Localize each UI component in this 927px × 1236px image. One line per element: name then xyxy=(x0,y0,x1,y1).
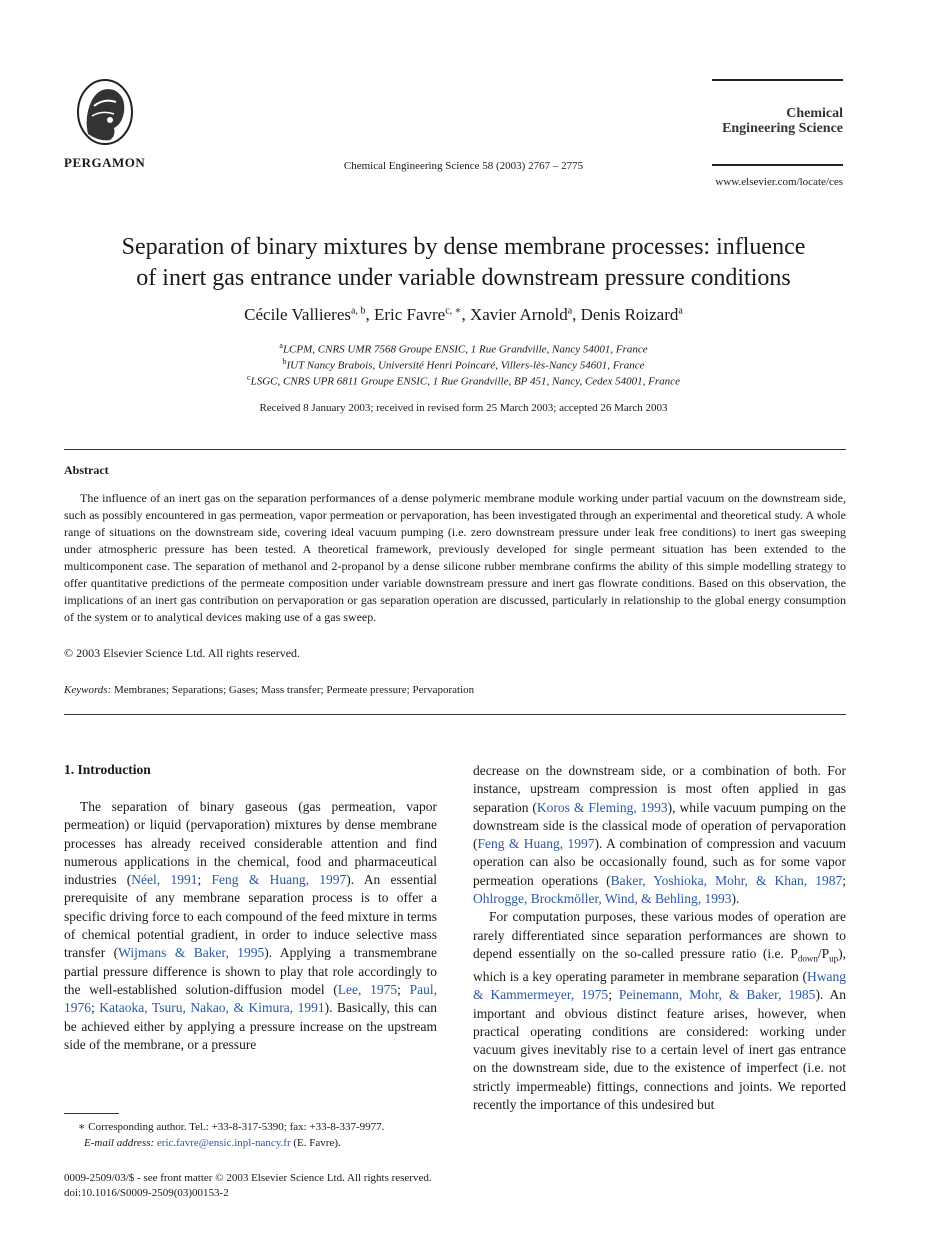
intro-paragraph: For computation purposes, these various modes of operation are rarely differentiated since separation performances are shown to depend essentially on the so-called pressure ratio (i.e. $P_{down}/P_{up}$), which is a key operating parameter in membrane separation (Hwang & Kammermeyer, 1975; Peinemann, Mohr, & Baker, 1985). An important and obvious distinct feature arises, however, when practical operating conditions are considered: working under vacuum gives inevitably rise to a certain level of inert gas entrance on the downstream side, due to the existence of imperfect (i.e. not strictly impermeable) fittings, connections and joints. We reported recently the importance of this undesired but xyxy=(473,909,847,1113)
subscript: up xyxy=(829,953,839,964)
abstract-text: The influence of an inert gas on the separation performances of a dense polymeric membrane module working under partial vacuum on the downstream side, such as possibly encountered in gas permeation, vapor permeation or pervaporation, has been investigated through an experimental and theoretical study. A whole range of situations on the downstream side, covering ideal vacuum pumping (i.e. zero downstream pressure under leak free conditions) to inert gas sweeping under atmospheric pressure has been tested. A theoretical framework, previously developed for single permeant situation has been extended to the multicomponent case. The separation of methanol and 2-propanol by a dense silicone rubber membrane confirms the ability of this simple modelling strategy to offer quantitative predictions of the permeate composition under variable downstream pressure and inert gas flowrate conditions. Based on this observation, the implications of an inert gas contribution on pervaporation or gas separation operation are discussed, particularly in relationship to the global energy consumption of the system or to analytical devices making use of a gas sweep. xyxy=(64,491,846,624)
journal-citation: Chemical Engineering Science 58 (2003) 2767 – 2775 xyxy=(343,160,584,172)
journal-rule-top xyxy=(712,79,843,81)
article-title xyxy=(40,232,887,294)
citation-link[interactable]: Peinemann, Mohr, & Baker, 1985 xyxy=(618,987,816,1003)
section-heading: 1. Introduction xyxy=(64,762,151,777)
journal-name xyxy=(700,106,843,136)
author-name: Xavier Arnold xyxy=(469,305,568,324)
keywords-list: Membranes; Separations; Gases; Mass transfer; Permeate pressure; Pervaporation xyxy=(114,684,475,696)
issn-line: 0009-2509/03/$ - see front matter © 2003 Elsevier Science Ltd. All rights reserved. xyxy=(64,1172,432,1184)
author-affil-mark: c, ∗ xyxy=(445,305,462,317)
intro-paragraph: The separation of binary gaseous (gas permeation, vapor permeation) or liquid (pervaporation) mixtures by dense membrane processes has already received considerable attention and find numerous applications in the chemical, food and pharmaceutical industries (Néel, 1991; Feng & Huang, 1997). An essential prerequisite of any membrane separation process is to offer a specific driving force to each compound of the feed mixture in terms of chemical potential gradient, in order to induce selective mass transfer (Wijmans & Baker, 1995). Applying a transmembrane partial pressure difference is shown to play that role accordingly to the well-established solution-diffusion model (Lee, 1975; Paul, 1976; Kataoka, Tsuru, Nakao, & Kimura, 1991). Basically, this can be achieved either by applying a pressure increase on the upstream side of the membrane, or a pressure xyxy=(64,799,437,1052)
citation-link[interactable]: Néel, 1991 xyxy=(131,872,198,888)
abstract-heading: Abstract xyxy=(64,463,109,477)
doi-line: doi:10.1016/S0009-2509(03)00153-2 xyxy=(64,1187,229,1199)
citation-link[interactable]: Koros & Fleming, 1993 xyxy=(536,799,668,815)
affiliation-mark: b xyxy=(282,357,287,366)
affiliation xyxy=(0,373,927,388)
author-list: Cécile Vallieres$^{a, b}$, Eric Favre$^{c, ∗}$, Xavier Arnold$^a$, Denis Roizard$^a$ xyxy=(244,305,683,324)
title-line-2: of inert gas entrance under variable downstream pressure conditions xyxy=(136,265,791,291)
author-affil-mark: a, b xyxy=(350,305,366,317)
affiliation-mark: a xyxy=(279,341,283,350)
footnote-email xyxy=(64,1135,464,1151)
author-name: Cécile Vallieres xyxy=(244,305,351,324)
email-label: E-mail address: xyxy=(84,1137,155,1149)
citation-link[interactable]: Wijmans & Baker, 1995 xyxy=(118,945,265,961)
divider-top xyxy=(64,449,846,450)
email-tail: (E. Favre). xyxy=(290,1137,341,1149)
title-line-1: Separation of binary mixtures by dense membrane processes: influence xyxy=(121,234,806,260)
citation-link[interactable]: Baker, Yoshioka, Mohr, & Khan, 1987 xyxy=(610,872,843,888)
footnote-corresponding: ∗ Corresponding author. Tel.: +33-8-317-5390; fax: +33-8-337-9977. xyxy=(78,1121,385,1133)
author-name: Eric Favre xyxy=(373,305,446,324)
footnote-rule xyxy=(64,1113,119,1114)
journal-name-line2: Engineering Science xyxy=(722,121,843,136)
publisher-name: PERGAMON xyxy=(64,155,146,170)
keywords xyxy=(64,684,474,696)
right-column xyxy=(473,762,846,1114)
affiliation-mark: c xyxy=(247,373,251,382)
citation-link[interactable]: Lee, 1975 xyxy=(337,981,398,997)
journal-rule-bottom xyxy=(712,164,843,166)
received-dates: Received 8 January 2003; received in revised form 25 March 2003; accepted 26 March 2003 xyxy=(259,402,668,414)
journal-name-line1: Chemical xyxy=(786,106,843,121)
affiliation-text: IUT Nancy Brabois, Université Henri Poincaré, Villers-lès-Nancy 54601, France xyxy=(286,359,645,372)
citation-link[interactable]: Feng & Huang, 1997 xyxy=(211,872,347,888)
affiliation xyxy=(0,341,927,356)
keywords-label: Keywords: xyxy=(64,684,112,696)
author-affil-mark: a xyxy=(567,305,573,317)
divider-bottom xyxy=(64,714,846,715)
publisher-logo xyxy=(70,76,140,156)
citation-link[interactable]: Ohlrogge, Brockmöller, Wind, & Behling, 1993 xyxy=(473,891,732,907)
intro-paragraph-continued: decrease on the downstream side, or a combination of both. For instance, upstream compression is most often applied in gas separation (Koros & Fleming, 1993), while vacuum pumping on the downstream side is the classical mode of operation of pervaporation (Feng & Huang, 1997). A combination of compression and vacuum operation can also be occasionally found, such as for some vapor permeation operations (Baker, Yoshioka, Mohr, & Khan, 1987; Ohlrogge, Brockmöller, Wind, & Behling, 1993). xyxy=(473,763,846,907)
citation-link[interactable]: Paul, 1976 xyxy=(64,981,437,1016)
email-link[interactable]: eric.favre@ensic.inpl-nancy.fr xyxy=(156,1137,291,1149)
abstract-copyright: © 2003 Elsevier Science Ltd. All rights reserved. xyxy=(64,646,301,660)
journal-url-text[interactable]: www.elsevier.com/locate/ces xyxy=(715,176,843,188)
citation-link[interactable]: Feng & Huang, 1997 xyxy=(477,836,595,852)
citation-link[interactable]: Hwang & Kammermeyer, 1975 xyxy=(473,968,846,1003)
affiliation xyxy=(0,357,927,372)
affiliation-text: LSGC, CNRS UPR 6811 Groupe ENSIC, 1 Rue Grandville, BP 451, Nancy, Cedex 54001, France xyxy=(250,375,680,388)
subscript: down xyxy=(797,953,818,964)
author-name: Denis Roizard xyxy=(580,305,679,324)
journal-url[interactable] xyxy=(650,176,843,188)
citation-link[interactable]: Kataoka, Tsuru, Nakao, & Kimura, 1991 xyxy=(99,1000,325,1016)
left-column xyxy=(64,798,437,1054)
affiliation-text: LCPM, CNRS UMR 7568 Groupe ENSIC, 1 Rue Grandville, Nancy 54001, France xyxy=(282,343,648,356)
author-affil-mark: a xyxy=(678,305,683,317)
